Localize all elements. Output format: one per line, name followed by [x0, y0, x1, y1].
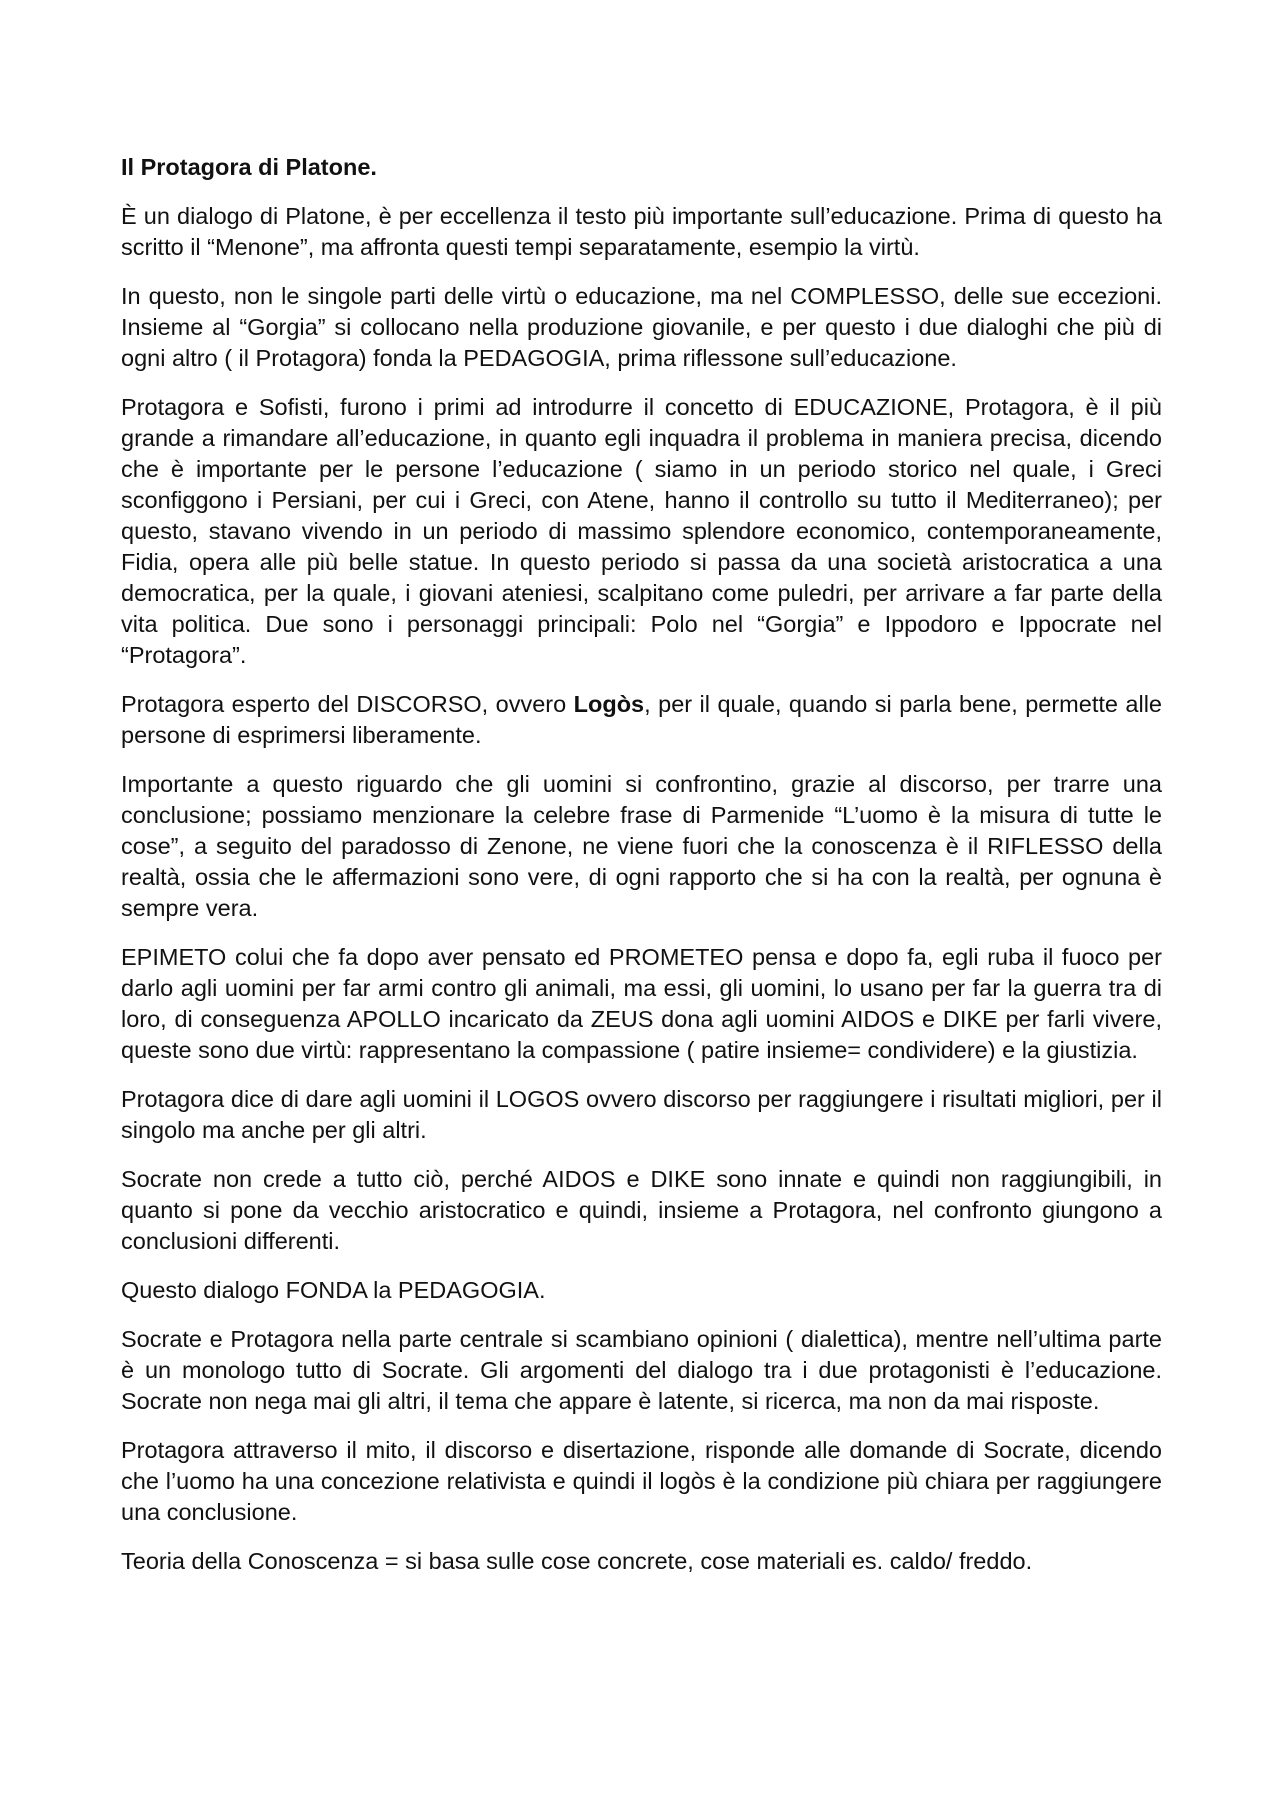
document-body — [121, 152, 1162, 1595]
logos-text-after: , per il quale, quando si parla bene, permette alle persone di esprimersi liberamente. — [121, 691, 1162, 748]
paragraph-sofisti: Protagora e Sofisti, furono i primi ad introdurre il concetto di EDUCAZIONE, Protagora, è il più grande a rimandare all’educazione, in quanto egli inquadra il problema in maniera precisa, dicendo che è importante per le persone l’educazione ( siamo in un periodo storico nel quale, i Greci sconfiggono i Persiani, per cui i Greci, con Atene, hanno il controllo su tutto il Mediterraneo); per questo, stavano vivendo in un periodo di massimo splendore economico, contemporaneamente, Fidia, opera alle più belle statue. In questo periodo si passa da una società aristocratica a una democratica, per la quale, i giovani ateniesi, scalpitano come puledri, per arrivare a far parte della vita politica. Due sono i personaggi principali: Polo nel “Gorgia” e Ippodoro e Ippocrate nel “Protagora”. — [121, 394, 1162, 668]
paragraph-complesso: In questo, non le singole parti delle virtù o educazione, ma nel COMPLESSO, delle sue eccezioni. Insieme al “Gorgia” si collocano nella produzione giovanile, e per questo i due dialoghi che più di ogni altro ( il Protagora) fonda la PEDAGOGIA, prima riflessone sull’educazione. — [121, 283, 1162, 371]
logos-text-before: Protagora esperto del DISCORSO, ovvero — [121, 691, 574, 717]
paragraph-mito: Protagora attraverso il mito, il discorso e disertazione, risponde alle domande di Socrate, dicendo che l’uomo ha una concezione relativista e quindi il logòs è la condizione più chiara per raggiungere una conclusione. — [121, 1437, 1162, 1525]
paragraph-teoria: Teoria della Conoscenza = si basa sulle cose concrete, cose materiali es. caldo/ freddo. — [121, 1548, 1033, 1574]
paragraph-parmenide: Importante a questo riguardo che gli uomini si confrontino, grazie al discorso, per trarre una conclusione; possiamo menzionare la celebre frase di Parmenide “L’uomo è la misura di tutte le cose”, a seguito del paradosso di Zenone, ne viene fuori che la conoscenza è il RIFLESSO della realtà, ossia che le affermazioni sono vere, di ogni rapporto che si ha con la realtà, per ognuna è sempre vera. — [121, 771, 1162, 921]
logos-bold-term: Logòs — [573, 691, 645, 717]
paragraph-epimeto: EPIMETO colui che fa dopo aver pensato ed PROMETEO pensa e dopo fa, egli ruba il fuoco per darlo agli uomini per far armi contro gli animali, ma essi, gli uomini, lo usano per far la guerra tra di loro, di conseguenza APOLLO incaricato da ZEUS dona agli uomini AIDOS e DIKE per farli vivere, queste sono due virtù: rappresentano la compassione ( patire insieme= condividere) e la giustizia. — [121, 944, 1162, 1063]
paragraph-socrate: Socrate non crede a tutto ciò, perché AIDOS e DIKE sono innate e quindi non raggiungibili, in quanto si pone da vecchio aristocratico e quindi, insieme a Protagora, nel confronto giungono a conclusioni differenti. — [121, 1166, 1162, 1254]
paragraph-intro: È un dialogo di Platone, è per eccellenza il testo più importante sull’educazione. Prima di questo ha scritto il “Menone”, ma affronta questi tempi separatamente, esempio la virtù. — [121, 203, 1162, 260]
document-title: Il Protagora di Platone. — [121, 154, 377, 180]
paragraph-dialettica: Socrate e Protagora nella parte centrale si scambiano opinioni ( dialettica), mentre nell’ultima parte è un monologo tutto di Socrate. Gli argomenti del dialogo tra i due protagonisti è l’educazione. Socrate non nega mai gli altri, il tema che appare è latente, si ricerca, ma non da mai risposte. — [121, 1326, 1162, 1414]
paragraph-logos — [121, 689, 1162, 751]
paragraph-protagora-logos: Protagora dice di dare agli uomini il LOGOS ovvero discorso per raggiungere i risultati migliori, per il singolo ma anche per gli altri. — [121, 1086, 1162, 1143]
paragraph-fonda: Questo dialogo FONDA la PEDAGOGIA. — [121, 1277, 546, 1303]
